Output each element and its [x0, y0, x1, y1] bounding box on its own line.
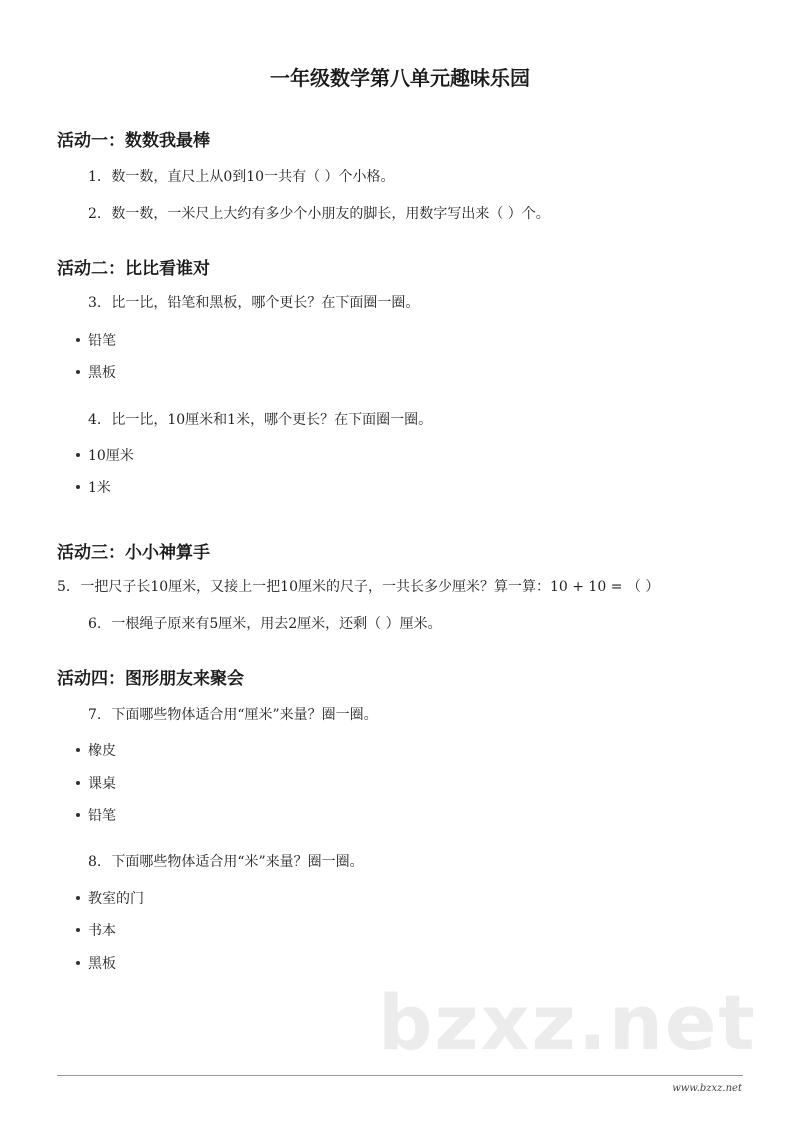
question-6 [88, 613, 442, 633]
question-number: 6. [88, 616, 102, 632]
question-text: 下面哪些物体适合用“厘米”来量？圈一圈。 [111, 707, 378, 723]
option-item [76, 740, 116, 760]
section-heading-3: 活动三：小小神算手 [57, 543, 210, 563]
question-text: 一根绳子原来有5厘米，用去2厘米，还剩（ ）厘米。 [111, 616, 442, 632]
section-heading-1: 活动一：数数我最棒 [57, 131, 210, 151]
option-label: 橡皮 [88, 743, 116, 759]
option-item [76, 888, 144, 908]
page-title: 一年级数学第八单元趣味乐园 [270, 66, 530, 90]
option-label: 铅笔 [88, 808, 116, 824]
option-label: 书本 [88, 923, 116, 939]
question-3 [88, 292, 419, 312]
bullet-icon [76, 928, 80, 932]
question-text: 下面哪些物体适合用“米”来量？圈一圈。 [111, 854, 364, 870]
question-5 [57, 576, 659, 596]
footer-divider [57, 1075, 743, 1076]
option-label: 10厘米 [88, 448, 134, 464]
option-item [76, 920, 116, 940]
watermark: bzxz.net [378, 978, 757, 1067]
bullet-icon [76, 338, 80, 342]
question-number: 2. [88, 206, 102, 222]
question-number: 1. [88, 169, 102, 185]
question-2 [88, 203, 550, 223]
option-label: 铅笔 [88, 333, 116, 349]
question-number: 3. [88, 295, 102, 311]
footer-url: www.bzxz.net [672, 1083, 742, 1094]
question-text: 比一比，10厘米和1米，哪个更长？在下面圈一圈。 [111, 412, 433, 428]
question-number: 5. [57, 579, 71, 595]
option-item [76, 773, 116, 793]
question-text: 数一数，一米尺上大约有多少个小朋友的脚长，用数字写出来（ ）个。 [111, 206, 550, 222]
bullet-icon [76, 370, 80, 374]
question-4 [88, 409, 432, 429]
question-number: 4. [88, 412, 102, 428]
option-item [76, 330, 116, 350]
option-label: 黑板 [88, 956, 116, 972]
section-heading-2: 活动二：比比看谁对 [57, 259, 210, 279]
question-7 [88, 704, 378, 724]
option-label: 课桌 [88, 776, 116, 792]
question-number: 7. [88, 707, 102, 723]
question-number: 8. [88, 854, 102, 870]
option-item [76, 953, 116, 973]
bullet-icon [76, 781, 80, 785]
question-text: 比一比，铅笔和黑板，哪个更长？在下面圈一圈。 [111, 295, 420, 311]
bullet-icon [76, 896, 80, 900]
question-8 [88, 851, 364, 871]
bullet-icon [76, 485, 80, 489]
option-item [76, 805, 116, 825]
option-label: 1米 [88, 480, 111, 496]
bullet-icon [76, 813, 80, 817]
question-text: 数一数，直尺上从0到10一共有（ ）个小格。 [111, 169, 395, 185]
bullet-icon [76, 453, 80, 457]
bullet-icon [76, 961, 80, 965]
option-item [76, 445, 134, 465]
option-label: 黑板 [88, 365, 116, 381]
option-label: 教室的门 [88, 891, 144, 907]
bullet-icon [76, 748, 80, 752]
question-text: 一把尺子长10厘米，又接上一把10厘米的尺子，一共长多少厘米？算一算：10 + 10 = （ ） [80, 579, 660, 595]
option-item [76, 362, 116, 382]
section-heading-4: 活动四：图形朋友来聚会 [57, 669, 244, 689]
question-1 [88, 166, 395, 186]
option-item [76, 477, 111, 497]
